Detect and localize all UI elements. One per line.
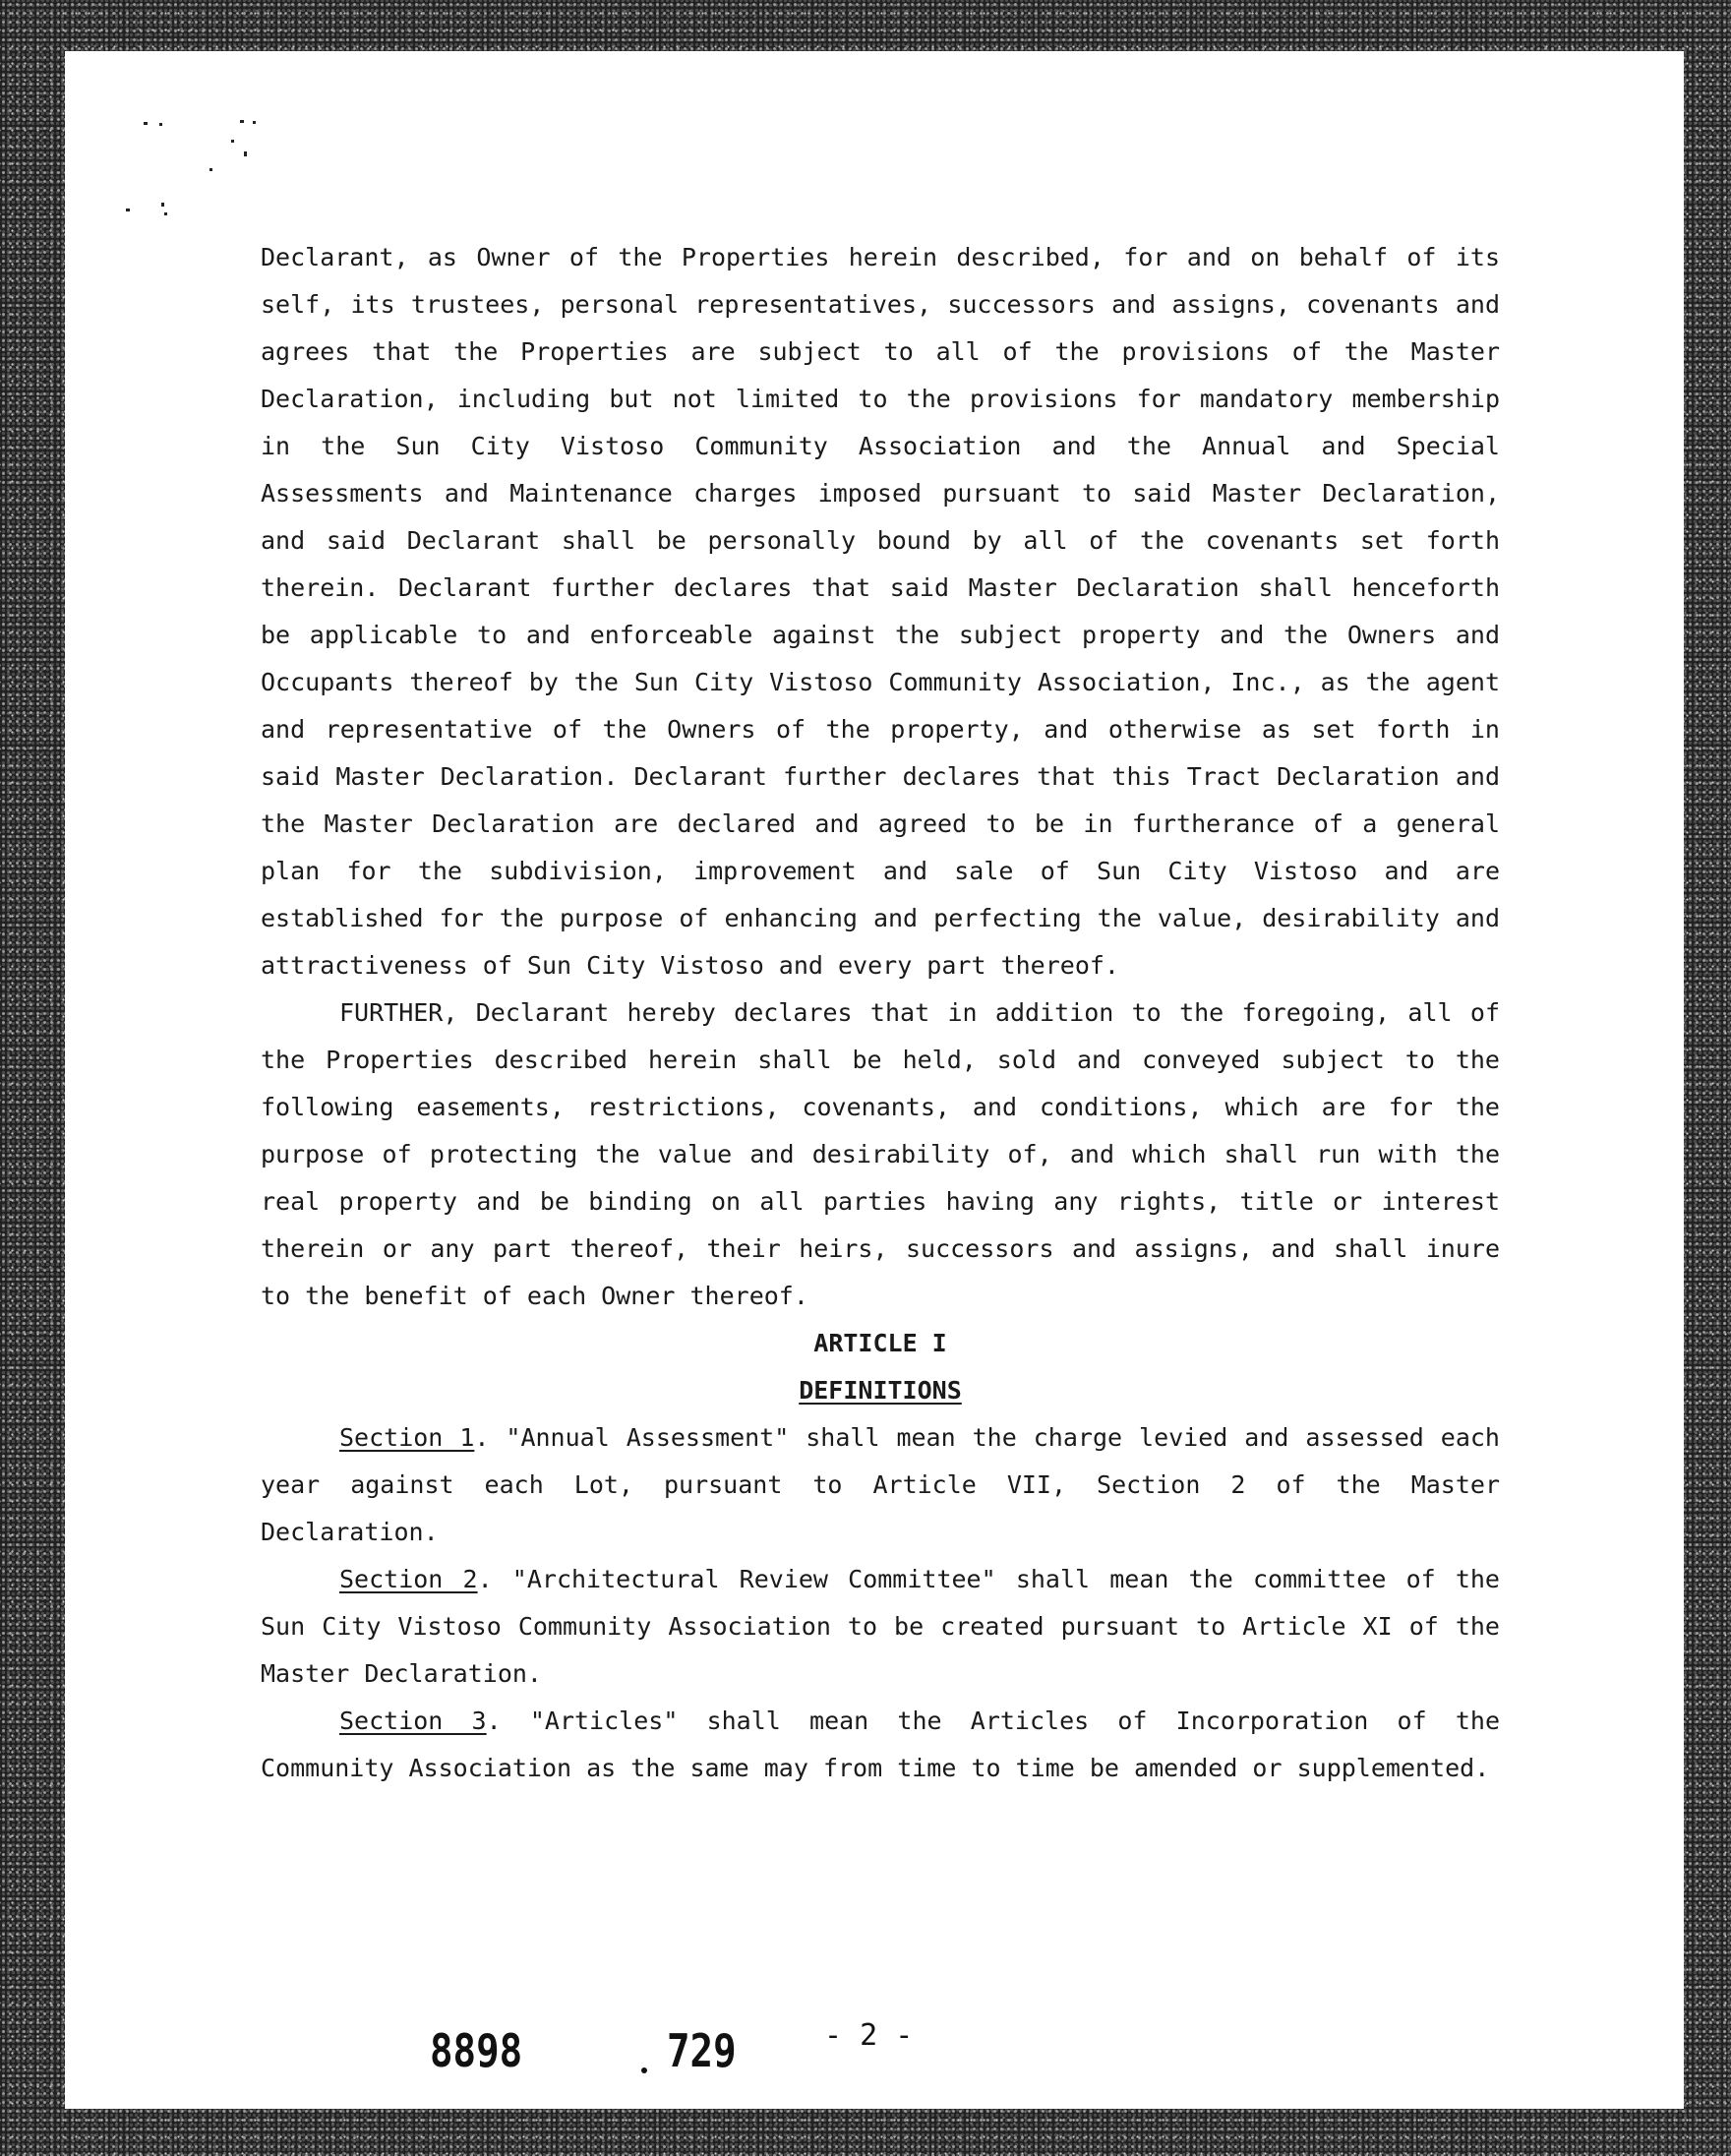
book-number: 8898: [430, 2024, 523, 2077]
section-3: [261, 1698, 1500, 1792]
document-body: [261, 234, 1500, 1792]
intro-paragraph: Declarant, as Owner of the Properties herein described, for and on behalf of its self, its trustees, personal representatives, successors and assigns, covenants and agrees that the Properties are subject to all of the provisions of the Master Declaration, including but not limited to the provisions for mandatory membership in the Sun City Vistoso Community Association and the Annual and Special Assessments and Maintenance charges imposed pursuant to said Master Declaration, and said Declarant shall be personally bound by all of the covenants set forth therein. Declarant further declares that said Master Declaration shall henceforth be applicable to and enforceable against the subject property and the Owners and Occupants thereof by the Sun City Vistoso Community Association, Inc., as the agent and representative of the Owners of the property, and otherwise as set forth in said Master Declaration. Declarant further declares that this Tract Declaration and the Master Declaration are declared and agreed to be in furtherance of a general plan for the subdivision, improvement and sale of Sun City Vistoso and are established for the purpose of enhancing and perfecting the value, desirability and attractiveness of Sun City Vistoso and every part thereof.: [261, 243, 1500, 980]
section-2: [261, 1556, 1500, 1698]
section-3-text: . "Articles" shall mean the Articles of Incorporation of the Community Association as the same may from time to time be amended or supplemented.: [261, 1707, 1500, 1782]
section-1: [261, 1414, 1500, 1556]
section-1-text: . "Annual Assessment" shall mean the charge levied and assessed each year against each Lot, pursuant to Article VII, Section 2 of the Master Declaration.: [261, 1423, 1500, 1546]
recording-page-number: 729: [667, 2024, 737, 2077]
further-paragraph: FURTHER, Declarant hereby declares that in addition to the foregoing, all of the Properties described herein shall be held, sold and conveyed subject to the following easements, restrictions, covenants, and conditions, which are for the purpose of protecting the value and desirability of, and which shall run with the real property and be binding on all parties having any rights, title or interest therein or any part thereof, their heirs, successors and assigns, and shall inure to the benefit of each Owner thereof.: [261, 998, 1500, 1310]
section-1-label: Section 1: [339, 1423, 475, 1452]
scan-specks: [118, 106, 266, 224]
document-page-number: - 2 -: [824, 2018, 914, 2053]
article-title: DEFINITIONS: [799, 1376, 962, 1405]
article-number: ARTICLE I: [813, 1329, 947, 1357]
section-2-label: Section 2: [339, 1565, 478, 1593]
section-2-text: . "Architectural Review Committee" shall mean the committee of the Sun City Vistoso Community Association to be created pursuant to Article XI of the Master Declaration.: [261, 1565, 1500, 1688]
section-3-label: Section 3: [339, 1707, 487, 1735]
footer-dot: [641, 2067, 647, 2073]
